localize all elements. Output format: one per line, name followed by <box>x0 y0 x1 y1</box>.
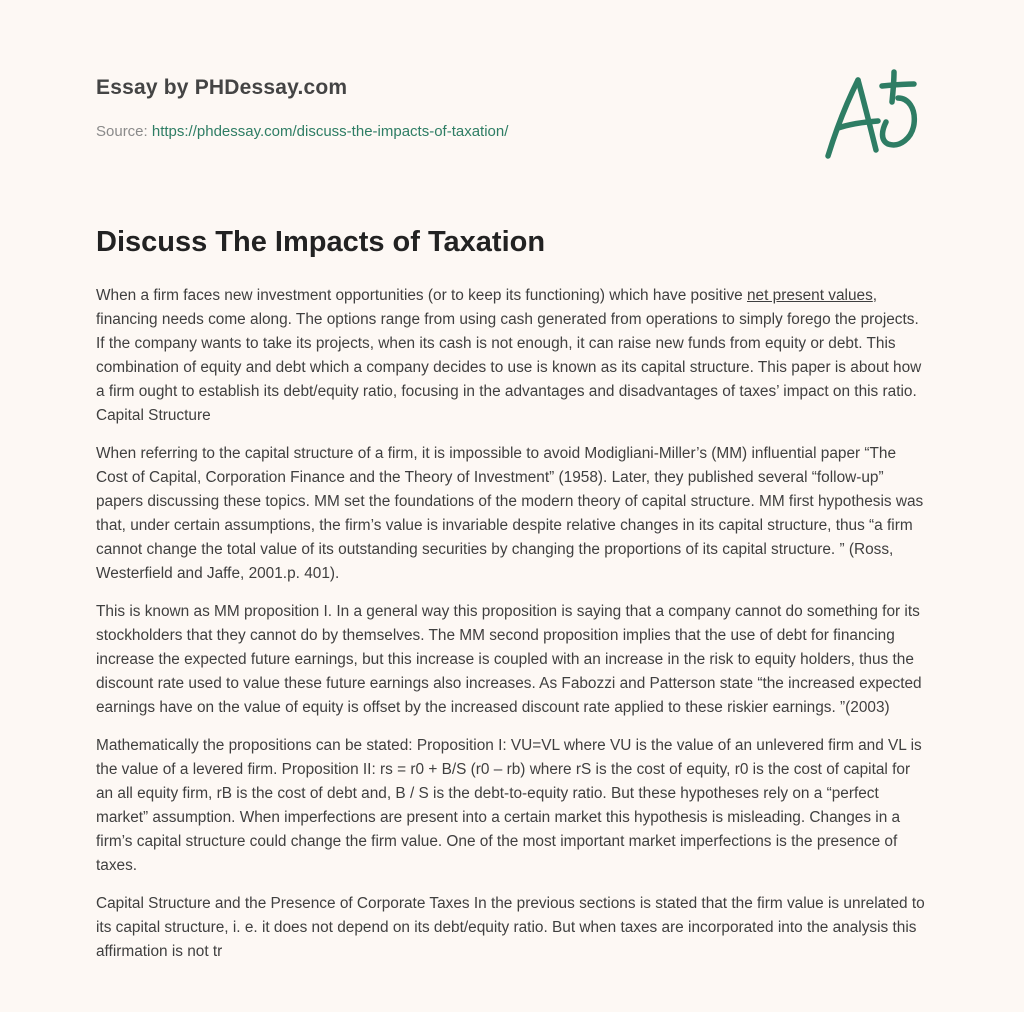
site-brand: Essay by PHDessay.com <box>96 76 348 99</box>
paragraph-3: This is known as MM proposition I. In a general way this proposition is saying that a company cannot do something for its stockholders that they cannot do by themselves. The MM second proposition implies that the use of debt for financing increase the expected future earnings, but this increase is coupled with an increase in the risk to equity holders, thus the discount rate used to value these future earnings also increases. As Fabozzi and Patterson state “the increased expected earnings have on the value of equity is offset by the increased discount rate applied to these riskier earnings. ”(2003) <box>96 603 922 716</box>
paragraph-1 <box>96 284 928 428</box>
paragraph-5: Capital Structure and the Presence of Corporate Taxes In the previous sections is stated that the firm value is unrelated to its capital structure, i. e. it does not depend on its debt/equity ratio. But when taxes are incorporated into the analysis this affirmation is not tr <box>96 895 925 960</box>
paragraph-1-end: , financing needs come along. The options range from using cash generated from operations to simply forego the projects. If the company wants to take its projects, when its cash is not enough, it can raise new funds from equity or debt. This combination of equity and debt which a company decides to use is known as its capital structure. This paper is about how a firm ought to establish its debt/equity ratio, focusing in the advantages and disadvantages of taxes’ impact on this ratio. Capital Structure <box>96 287 922 424</box>
essay-body <box>96 284 928 978</box>
source-line <box>96 123 508 140</box>
paragraph-4: Mathematically the propositions can be stated: Proposition I: VU=VL where VU is the value of an unlevered firm and VL is the value of a levered firm. Proposition II: rs = r0 + B/S (r0 – rb) where rS is the cost of equity, r0 is the cost of capital for an all equity firm, rB is the cost of debt and, B / S is the debt-to-equity ratio. But these hypotheses rely on a “perfect market” assumption. When imperfections are present into a certain market this hypothesis is misleading. Changes in a firm’s capital structure could change the firm value. One of the most important market imperfections is the presence of taxes. <box>96 737 922 874</box>
a-plus-grade-icon <box>824 68 928 164</box>
source-label: Source: <box>96 123 152 140</box>
essay-title: Discuss The Impacts of Taxation <box>96 226 546 258</box>
net-present-values-link[interactable]: net present values <box>747 287 873 304</box>
paragraph-1-start: When a firm faces new investment opportunities (or to keep its functioning) which have positive <box>96 287 747 304</box>
source-link[interactable]: https://phdessay.com/discuss-the-impacts-of-taxation/ <box>151 123 509 140</box>
paragraph-2: When referring to the capital structure of a firm, it is impossible to avoid Modigliani-Miller’s (MM) influential paper “The Cost of Capital, Corporation Finance and the Theory of Investment” (1958). Later, they published several “follow-up” papers discussing these topics. MM set the foundations of the modern theory of capital structure. MM first hypothesis was that, under certain assumptions, the firm’s value is invariable despite relative changes in its capital structure, thus “a firm cannot change the total value of its outstanding securities by changing the proportions of its capital structure. ” (Ross, Westerfield and Jaffe, 2001.p. 401). <box>96 445 924 582</box>
